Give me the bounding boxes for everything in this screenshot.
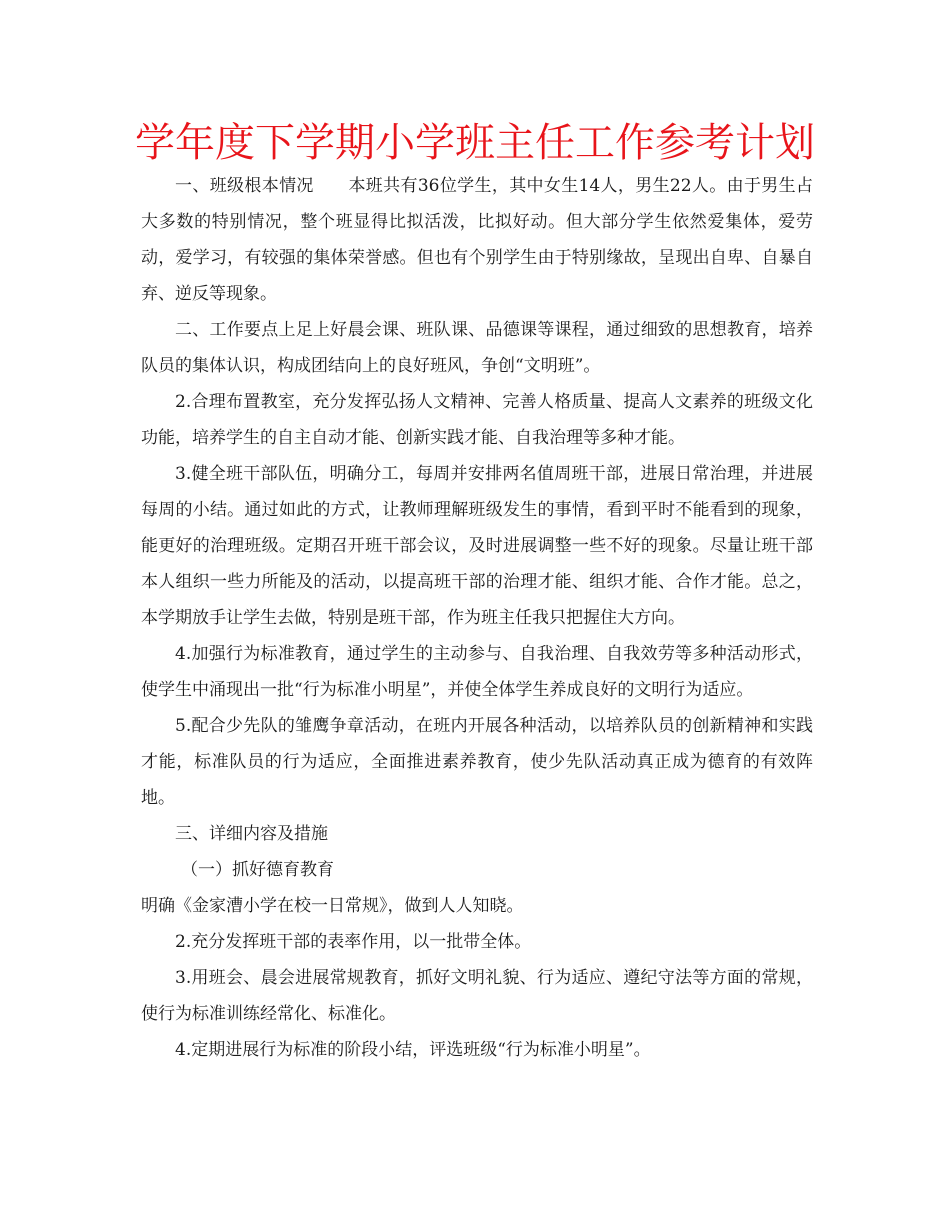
paragraph-class-situation: 一、班级根本情况 本班共有36位学生，其中女生14人，男生22人。由于男生占大多数的特别情况，整个班显得比拟活泼，比拟好动。但大部分学生依然爱集体，爱劳动，爱学习，有较强的集体荣誉感。但也有个别学生由于特别缘故，呈现出自卑、自暴自弃、逆反等现象。 [141, 176, 813, 304]
paragraph-periodic-summary: 4.定期进展行为标准的阶段小结，评选班级“行为标准小明星”。 [175, 1040, 651, 1060]
paragraph-cadre-example: 2.充分发挥班干部的表率作用，以一批带全体。 [175, 932, 532, 952]
document-title: 学年度下学期小学班主任工作参考计划 [135, 120, 815, 166]
document-body [141, 168, 813, 1068]
paragraph-routine-education: 3.用班会、晨会进展常规教育，抓好文明礼貌、行为适应、遵纪守法等方面的常规，使行为标准训练经常化、标准化。 [141, 968, 813, 1024]
paragraph-daily-rules: 明确《金家漕小学在校一日常规》，做到人人知晓。 [141, 896, 524, 916]
section-heading-measures: 三、详细内容及措施 [175, 824, 328, 844]
paragraph-young-pioneers: 5.配合少先队的雏鹰争章活动，在班内开展各种活动，以培养队员的创新精神和实践才能，标准队员的行为适应，全面推进素养教育，使少先队活动真正成为德育的有效阵地。 [141, 716, 813, 808]
paragraph-class-cadres: 3.健全班干部队伍，明确分工，每周并安排两名值周班干部，进展日常治理，并进展每周的小结。通过如此的方式，让教师理解班级发生的事情，看到平时不能看到的现象，能更好的治理班级。定期召开班干部会议，及时进展调整一些不好的现象。尽量让班干部本人组织一些力所能及的活动，以提高班干部的治理才能、组织才能、合作才能。总之，本学期放手让学生去做，特别是班干部，作为班主任我只把握住大方向。 [141, 464, 813, 628]
paragraph-work-points: 二、工作要点上足上好晨会课、班队课、品德课等课程，通过细致的思想教育，培养队员的集体认识，构成团结向上的良好班风，争创“文明班”。 [141, 320, 813, 376]
subsection-heading-moral-education: （一）抓好德育教育 [181, 860, 334, 880]
paragraph-behavior-education: 4.加强行为标准教育，通过学生的主动参与、自我治理、自我效劳等多种活动形式，使学生中涌现出一批“行为标准小明星”，并使全体学生养成良好的文明行为适应。 [141, 644, 813, 700]
paragraph-classroom-layout: 2.合理布置教室，充分发挥弘扬人文精神、完善人格质量、提高人文素养的班级文化功能，培养学生的自主自动才能、创新实践才能、自我治理等多种才能。 [141, 392, 813, 448]
